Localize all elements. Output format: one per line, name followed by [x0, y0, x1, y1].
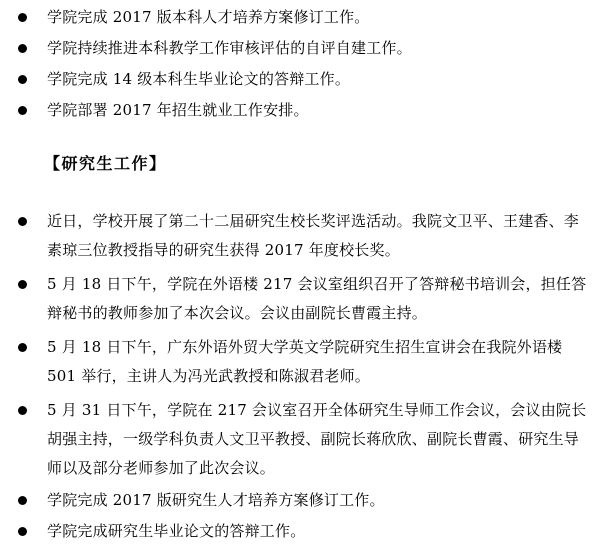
- list-item: [0, 333, 587, 391]
- list-item-text: 5 月 18 日下午，学院在外语楼 217 会议室组织召开了答辩秘书培训会，担任答辩秘书的教师参加了本次会议。会议由副院长曹霞主持。: [47, 275, 587, 322]
- graduate-list: [0, 207, 587, 546]
- undergraduate-list: [0, 3, 587, 125]
- list-item: [0, 270, 587, 328]
- bullet-icon: [18, 343, 27, 352]
- bullet-icon: [18, 527, 27, 536]
- list-item: [0, 34, 587, 63]
- list-item: [0, 396, 587, 483]
- list-item: [0, 3, 587, 32]
- bullet-icon: [18, 496, 27, 505]
- bullet-icon: [18, 44, 27, 53]
- list-item: [0, 65, 587, 94]
- list-item: [0, 517, 587, 546]
- list-item: [0, 207, 587, 265]
- list-item-text: 学院部署 2017 年招生就业工作安排。: [47, 101, 309, 119]
- list-item-text: 学院完成 2017 版研究生人才培养方案修订工作。: [47, 491, 385, 509]
- bullet-icon: [18, 217, 27, 226]
- bullet-icon: [18, 13, 27, 22]
- section-heading: 【研究生工作】: [44, 154, 167, 173]
- list-item-text: 学院持续推进本科教学工作审核评估的自评自建工作。: [47, 39, 412, 57]
- bullet-icon: [18, 406, 27, 415]
- list-item-text: 学院完成 14 级本科生毕业论文的答辩工作。: [47, 70, 351, 88]
- bullet-icon: [18, 106, 27, 115]
- list-item: [0, 486, 587, 515]
- list-item-text: 学院完成 2017 版本科人才培养方案修订工作。: [47, 8, 370, 26]
- list-item: [0, 96, 587, 125]
- list-item-text: 5 月 31 日下午，学院在 217 会议室召开全体研究生导师工作会议，会议由院长胡强主持，一级学科负责人文卫平教授、副院长蒋欣欣、副院长曹霞、研究生导师以及部分老师参加了此次会议。: [47, 401, 587, 477]
- list-item-text: 5 月 18 日下午，广东外语外贸大学英文学院研究生招生宣讲会在我院外语楼 501 举行，主讲人为冯光武教授和陈淑君老师。: [47, 338, 563, 385]
- bullet-icon: [18, 75, 27, 84]
- list-item-text: 学院完成研究生毕业论文的答辩工作。: [47, 522, 306, 540]
- list-item-text: 近日，学校开展了第二十二届研究生校长奖评选活动。我院文卫平、王建香、李素琼三位教授指导的研究生获得 2017 年度校长奖。: [47, 212, 580, 259]
- bullet-icon: [18, 280, 27, 289]
